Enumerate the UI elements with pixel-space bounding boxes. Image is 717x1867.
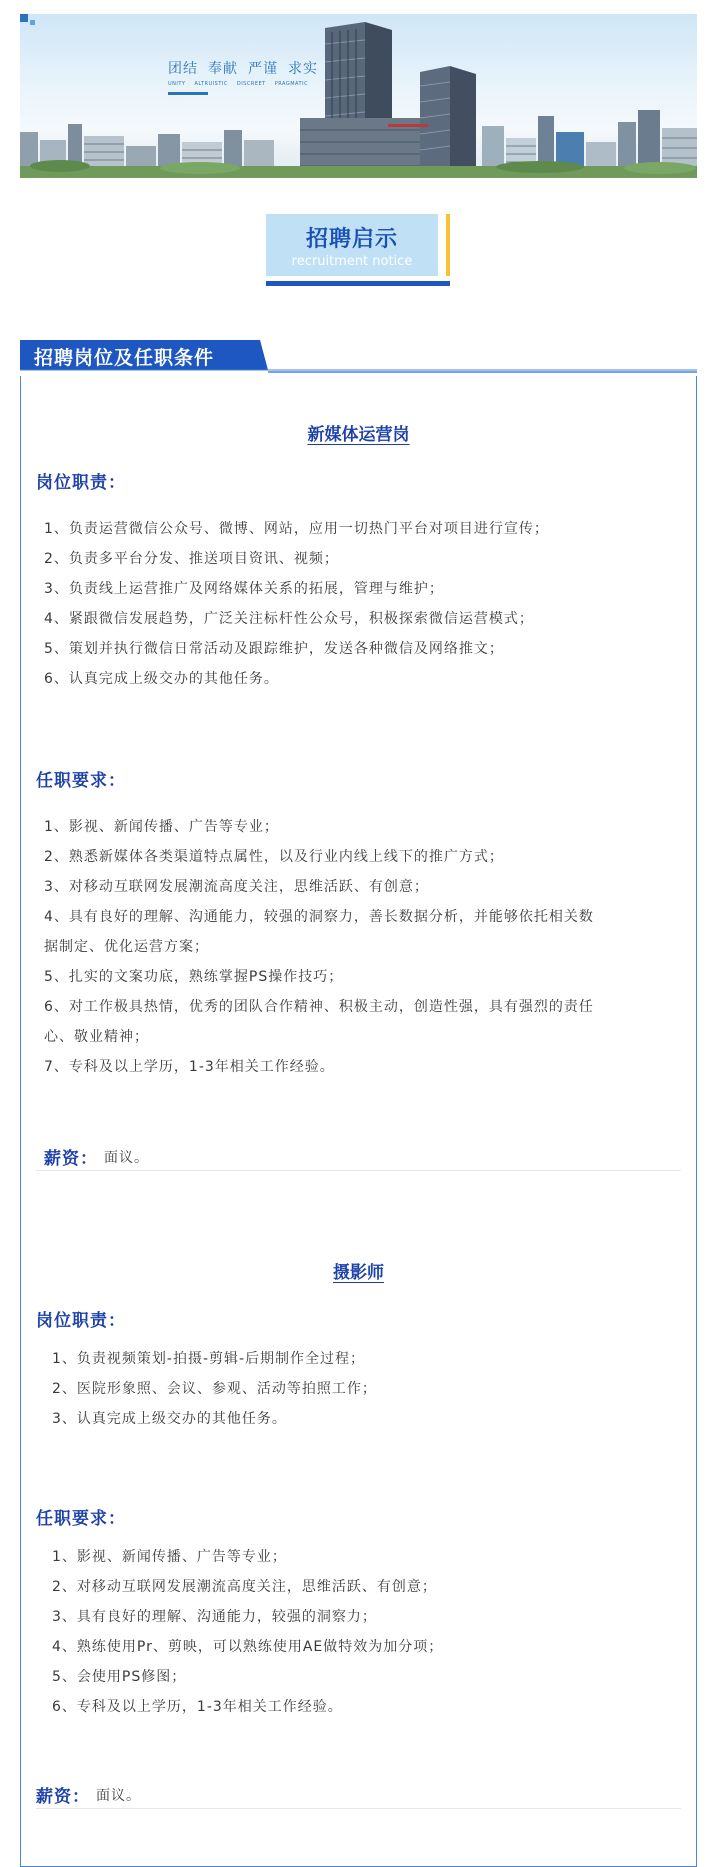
section-header xyxy=(20,334,697,376)
duty-item: 3、负责线上运营推广及网络媒体关系的拓展，管理与维护； xyxy=(44,581,444,597)
requirement-item: 据制定、优化运营方案； xyxy=(44,939,209,955)
requirement-item: 1、影视、新闻传播、广告等专业； xyxy=(44,819,279,835)
salary-value: 面议。 xyxy=(104,1150,149,1166)
slogan-word: 求实 xyxy=(288,61,318,77)
requirement-item: 5、扎实的文案功底，熟练掌握PS操作技巧； xyxy=(44,969,344,985)
duty-item: 2、负责多平台分发、推送项目资讯、视频； xyxy=(44,551,339,567)
divider xyxy=(36,1808,681,1809)
requirement-item: 6、专科及以上学历，1-3年相关工作经验。 xyxy=(52,1699,343,1715)
requirement-item: 3、对移动互联网发展潮流高度关注，思维活跃、有创意； xyxy=(44,879,429,895)
slogan-underline xyxy=(168,92,208,95)
job-title: 摄影师 xyxy=(333,1263,384,1283)
duty-item: 1、负责运营微信公众号、微博、网站，应用一切热门平台对项目进行宣传； xyxy=(44,521,549,537)
slogan-word-en: DISCREET xyxy=(236,81,266,87)
decorative-squares-icon xyxy=(20,14,40,30)
duty-item: 5、策划并执行微信日常活动及跟踪维护，发送各种微信及网络推文； xyxy=(44,641,504,657)
slogan-word-en: UNITY xyxy=(168,81,186,87)
duties-label: 岗位职责： xyxy=(36,1311,126,1331)
duty-item: 1、负责视频策划-拍摄-剪辑-后期制作全过程； xyxy=(52,1351,366,1367)
requirement-item: 7、专科及以上学历，1-3年相关工作经验。 xyxy=(44,1059,335,1075)
notice-underline xyxy=(266,281,450,286)
divider xyxy=(36,1170,681,1171)
duty-item: 3、认真完成上级交办的其他任务。 xyxy=(52,1411,287,1427)
slogan-word: 奉献 xyxy=(208,61,238,77)
salary-label: 薪资： xyxy=(44,1149,98,1169)
notice-subtitle: recruitment notice xyxy=(291,254,413,269)
requirement-item: 3、具有良好的理解、沟通能力，较强的洞察力； xyxy=(52,1609,377,1625)
requirement-item: 5、会使用PS修图； xyxy=(52,1669,187,1685)
requirement-item: 4、熟练使用Pr、剪映，可以熟练使用AE做特效为加分项； xyxy=(52,1639,444,1655)
duties-label: 岗位职责： xyxy=(36,473,126,493)
banner-slogan xyxy=(168,58,328,95)
requirement-item: 2、熟悉新媒体各类渠道特点属性，以及行业内线上线下的推广方式； xyxy=(44,849,504,865)
requirement-item: 心、敬业精神； xyxy=(44,1029,149,1045)
duty-item: 6、认真完成上级交办的其他任务。 xyxy=(44,671,279,687)
city-skyline-image xyxy=(20,14,697,178)
slogan-word: 团结 xyxy=(168,61,198,77)
requirement-item: 6、对工作极具热情，优秀的团队合作精神、积极主动，创造性强，具有强烈的责任 xyxy=(44,999,594,1015)
requirements-label: 任职要求： xyxy=(36,771,126,791)
salary-label: 薪资： xyxy=(36,1787,90,1807)
recruitment-notice-badge xyxy=(266,214,450,286)
duty-item: 2、医院形象照、会议、参观、活动等拍照工作； xyxy=(52,1381,377,1397)
duty-item: 4、紧跟微信发展趋势，广泛关注标杆性公众号，积极探索微信运营模式； xyxy=(44,611,534,627)
slogan-word-en: PRAGMATIC xyxy=(274,81,309,87)
job-title: 新媒体运营岗 xyxy=(307,425,410,445)
requirement-item: 4、具有良好的理解、沟通能力，较强的洞察力，善长数据分析，并能够依托相关数 xyxy=(44,909,594,925)
notice-accent-bar xyxy=(446,214,450,276)
notice-title: 招聘启示 xyxy=(305,227,398,252)
slogan-word-en: ALTRUISTIC xyxy=(194,81,228,87)
hospital-banner xyxy=(20,14,697,178)
slogan-word: 严谨 xyxy=(248,61,278,77)
section-title: 招聘岗位及任职条件 xyxy=(34,347,215,369)
requirement-item: 2、对移动互联网发展潮流高度关注，思维活跃、有创意； xyxy=(52,1579,437,1595)
salary-value: 面议。 xyxy=(96,1788,141,1804)
requirement-item: 1、影视、新闻传播、广告等专业； xyxy=(52,1549,287,1565)
requirements-label: 任职要求： xyxy=(36,1509,126,1529)
